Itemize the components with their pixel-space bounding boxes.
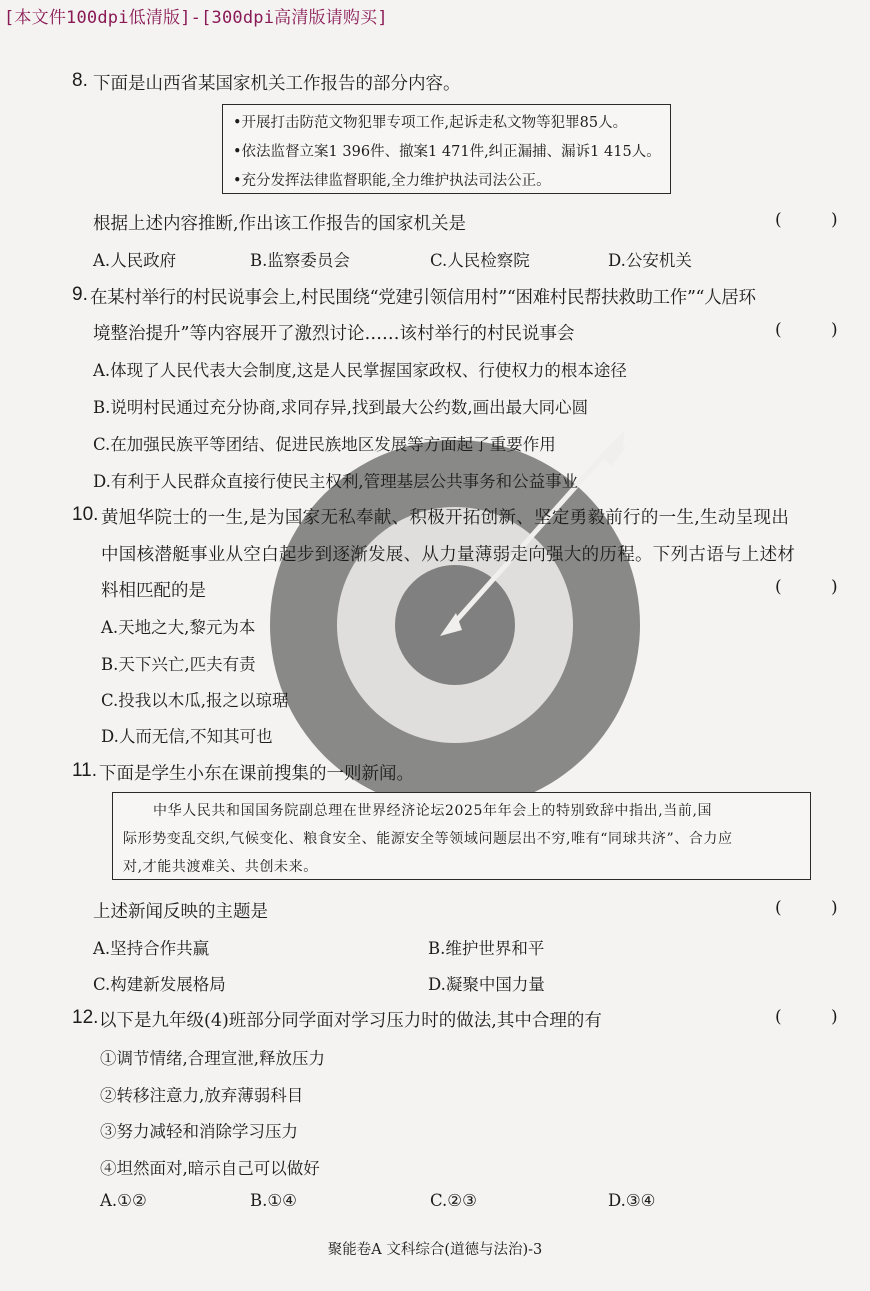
q8-question: 根据上述内容推断,作出该工作报告的国家机关是 — [93, 214, 467, 234]
q12-item-2: ②转移注意力,放弃薄弱科目 — [100, 1086, 304, 1105]
q9-option-d: D.有利于人民群众直接行使民主权利,管理基层公共事务和公益事业 — [93, 472, 579, 491]
download-banner: [本文件100dpi低清版]-[300dpi高清版请购买] — [4, 8, 388, 28]
q11-question: 上述新闻反映的主题是 — [93, 902, 268, 922]
q8-answer-paren: ( ) — [775, 210, 860, 230]
q12-number: 12. — [72, 1007, 99, 1028]
q11-news-line: 中华人民共和国国务院副总理在世界经济论坛2025年年会上的特别致辞中指出,当前,国 — [153, 803, 713, 819]
q11-option-a: A.坚持合作共赢 — [93, 939, 210, 958]
q12-item-3: ③努力减轻和消除学习压力 — [100, 1122, 298, 1141]
q12-option-c: C.②③ — [430, 1191, 477, 1210]
q11-stem: 下面是学生小东在课前搜集的一则新闻。 — [99, 764, 414, 784]
q10-option-a: A.天地之大,黎元为本 — [101, 618, 256, 637]
q8-option-a: A.人民政府 — [93, 251, 177, 270]
q12-stem: 以下是九年级(4)班部分同学面对学习压力时的做法,其中合理的有 — [99, 1011, 602, 1031]
q8-number: 8. — [72, 70, 88, 91]
q9-number: 9. — [72, 284, 88, 305]
q11-option-b: B.维护世界和平 — [428, 939, 545, 958]
q12-option-b: B.①④ — [250, 1191, 297, 1210]
q9-option-b: B.说明村民通过充分协商,求同存异,找到最大公约数,画出最大同心圆 — [93, 398, 589, 417]
page-footer: 聚能卷A 文科综合(道德与法治)-3 — [327, 1242, 543, 1258]
q8-quote-box — [222, 104, 671, 194]
q10-stem-line2: 中国核潜艇事业从空白起步到逐渐发展、从力量薄弱走向强大的历程。下列古语与上述材 — [101, 545, 796, 565]
q9-stem-line2: 境整治提升”等内容展开了激烈讨论……该村举行的村民说事会 — [93, 324, 575, 344]
q8-quote-line: •充分发挥法律监督职能,全力维护执法司法公正。 — [233, 173, 551, 189]
q10-number: 10. — [72, 504, 99, 525]
q8-option-d: D.公安机关 — [608, 251, 692, 270]
q8-quote-line: •开展打击防范文物犯罪专项工作,起诉走私文物等犯罪85人。 — [233, 115, 628, 131]
q12-option-d: D.③④ — [608, 1191, 656, 1210]
q8-option-c: C.人民检察院 — [430, 251, 530, 270]
q9-option-c: C.在加强民族平等团结、促进民族地区发展等方面起了重要作用 — [93, 435, 556, 454]
q11-news-line: 际形势变乱交织,气候变化、粮食安全、能源安全等领域问题层出不穷,唯有“同球共济”、合力应 — [123, 831, 733, 847]
q11-news-line: 对,才能共渡难关、共创未来。 — [123, 859, 318, 875]
q9-stem-line1: 在某村举行的村民说事会上,村民围绕“党建引领信用村”“困难村民帮扶救助工作”“人居环 — [90, 288, 756, 308]
q11-answer-paren: ( ) — [775, 898, 860, 918]
q11-number: 11. — [72, 760, 98, 781]
q11-option-c: C.构建新发展格局 — [93, 975, 226, 994]
q10-stem-line3: 料相匹配的是 — [101, 581, 206, 601]
q9-answer-paren: ( ) — [775, 320, 860, 340]
q10-option-d: D.人而无信,不知其可也 — [101, 727, 273, 746]
q8-option-b: B.监察委员会 — [250, 251, 350, 270]
q10-option-c: C.投我以木瓜,报之以琼琚 — [101, 691, 289, 710]
q9-option-a: A.体现了人民代表大会制度,这是人民掌握国家政权、行使权力的根本途径 — [93, 361, 627, 380]
q12-item-1: ①调节情绪,合理宣泄,释放压力 — [100, 1049, 325, 1068]
q12-answer-paren: ( ) — [775, 1007, 860, 1027]
q10-stem-line1: 黄旭华院士的一生,是为国家无私奉献、积极开拓创新、坚定勇毅前行的一生,生动呈现出 — [101, 508, 790, 528]
q11-news-box — [112, 792, 811, 880]
q10-answer-paren: ( ) — [775, 577, 860, 597]
q12-option-a: A.①② — [100, 1191, 147, 1210]
q12-item-4: ④坦然面对,暗示自己可以做好 — [100, 1159, 320, 1178]
q11-option-d: D.凝聚中国力量 — [428, 975, 545, 994]
q8-quote-line: •依法监督立案1 396件、撤案1 471件,纠正漏捕、漏诉1 415人。 — [233, 144, 661, 160]
q8-stem: 下面是山西省某国家机关工作报告的部分内容。 — [93, 74, 461, 94]
q10-option-b: B.天下兴亡,匹夫有责 — [101, 655, 256, 674]
